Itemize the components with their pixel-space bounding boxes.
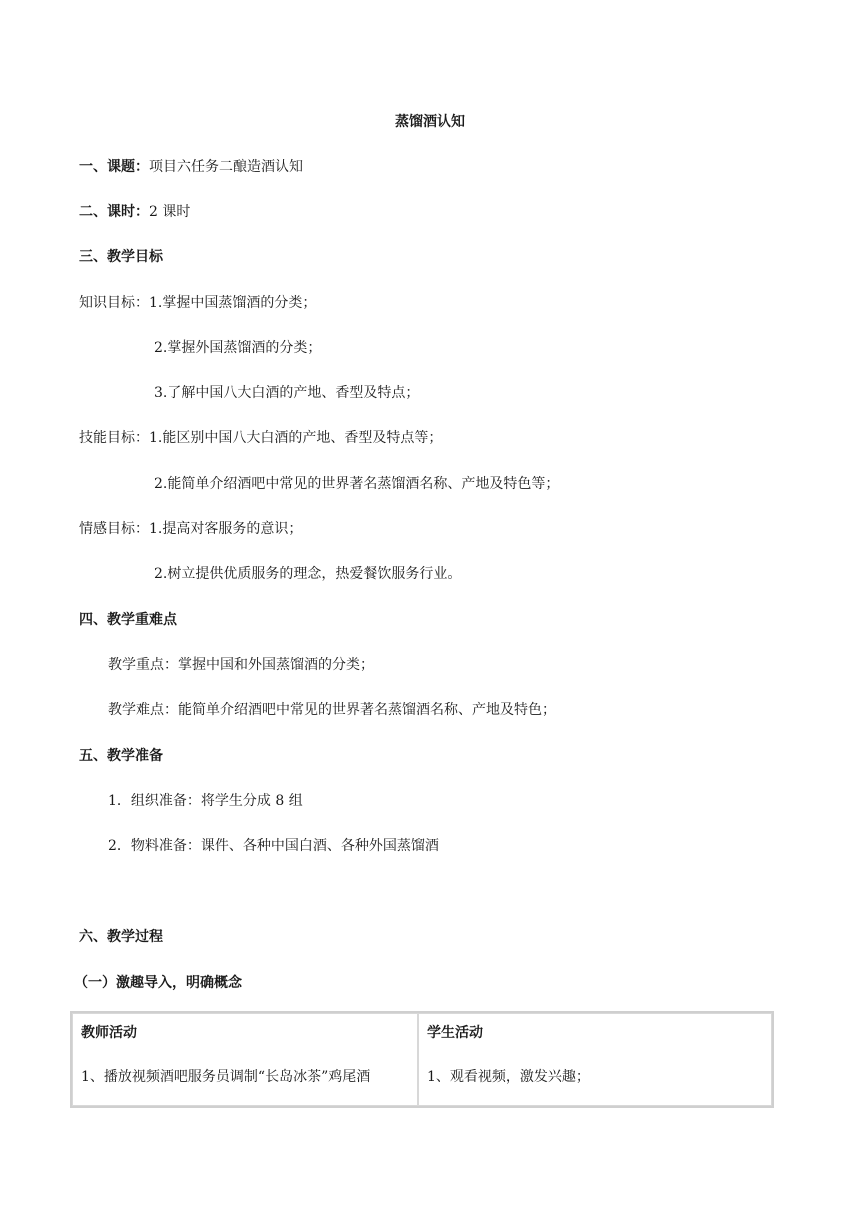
class-hours-label: 二、课时： bbox=[79, 204, 149, 220]
course-topic-value: 项目六任务二酿造酒认知 bbox=[149, 159, 303, 175]
preparation-item: 1．组织准备：将学生分成 8 组 bbox=[108, 793, 303, 809]
skill-objective bbox=[79, 428, 442, 448]
class-hours bbox=[79, 202, 190, 222]
course-topic-label: 一、课题： bbox=[79, 159, 149, 175]
section-heading-key-points: 四、教学重难点 bbox=[79, 612, 177, 628]
course-topic bbox=[79, 157, 303, 177]
section-heading-objectives: 三、教学目标 bbox=[79, 249, 163, 265]
teacher-activity-header: 教师活动 bbox=[81, 1025, 137, 1041]
knowledge-objective-item: 3.了解中国八大白酒的产地、香型及特点； bbox=[154, 385, 420, 401]
teacher-activity-cell bbox=[72, 1013, 418, 1106]
key-point: 教学重点：掌握中国和外国蒸馏酒的分类； bbox=[108, 657, 374, 673]
knowledge-objective-label: 知识目标： bbox=[79, 295, 149, 311]
skill-objective-label: 技能目标： bbox=[79, 430, 149, 446]
knowledge-objective-item: 2.掌握外国蒸馏酒的分类； bbox=[154, 340, 322, 356]
emotion-objective-label: 情感目标： bbox=[79, 521, 149, 537]
preparation-item: 2．物料准备：课件、各种中国白酒、各种外国蒸馏酒 bbox=[108, 838, 439, 854]
document-title: 蒸馏酒认知 bbox=[395, 114, 465, 130]
table-row bbox=[72, 1013, 772, 1106]
teacher-activity-text: 1、播放视频酒吧服务员调制“长岛冰茶”鸡尾酒 bbox=[81, 1069, 371, 1085]
class-hours-value: 2 课时 bbox=[149, 204, 191, 220]
subsection-heading-intro: （一）激趣导入，明确概念 bbox=[74, 975, 242, 991]
knowledge-objective-item: 1.掌握中国蒸馏酒的分类； bbox=[149, 295, 317, 311]
emotion-objective bbox=[79, 519, 302, 539]
section-heading-process: 六、教学过程 bbox=[79, 929, 163, 945]
student-activity-header: 学生活动 bbox=[427, 1025, 483, 1041]
knowledge-objective bbox=[79, 293, 316, 313]
activity-table bbox=[70, 1011, 774, 1108]
difficult-point: 教学难点：能简单介绍酒吧中常见的世界著名蒸馏酒名称、产地及特色； bbox=[108, 702, 556, 718]
emotion-objective-item: 1.提高对客服务的意识； bbox=[149, 521, 303, 537]
section-heading-preparation: 五、教学准备 bbox=[79, 748, 163, 764]
skill-objective-item: 1.能区别中国八大白酒的产地、香型及特点等； bbox=[149, 430, 443, 446]
skill-objective-item: 2.能简单介绍酒吧中常见的世界著名蒸馏酒名称、产地及特色等； bbox=[154, 476, 560, 492]
student-activity-cell bbox=[418, 1013, 772, 1106]
student-activity-text: 1、观看视频，激发兴趣； bbox=[427, 1069, 590, 1085]
emotion-objective-item: 2.树立提供优质服务的理念，热爱餐饮服务行业。 bbox=[154, 566, 462, 582]
